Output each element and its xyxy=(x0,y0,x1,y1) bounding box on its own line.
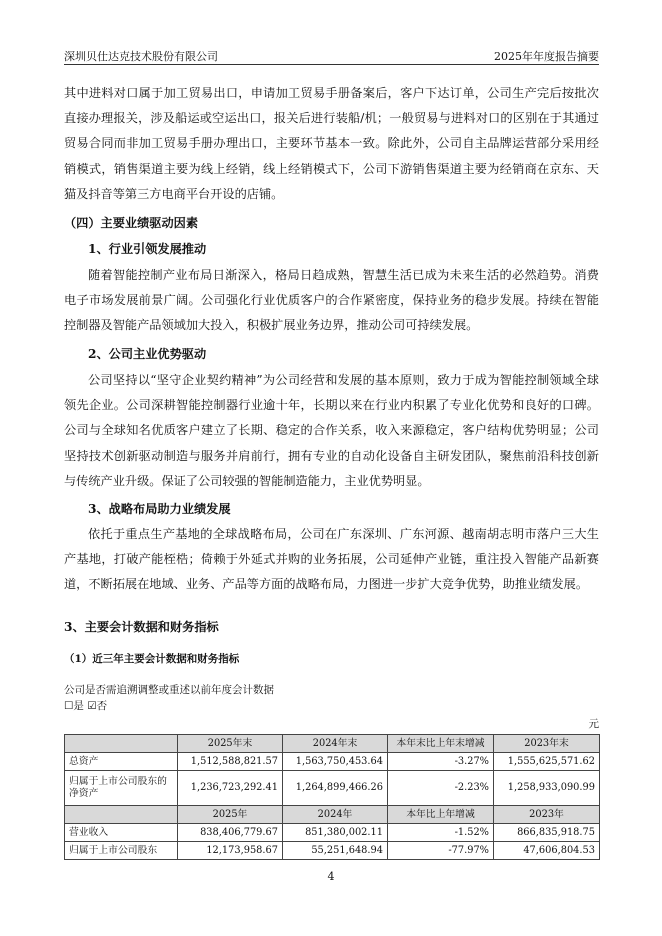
table-row xyxy=(65,824,600,842)
table-cell: 47,606,804.53 xyxy=(494,842,600,860)
row-label: 归属于上市公司股东的净资产 xyxy=(65,771,178,806)
row-label: 营业收入 xyxy=(65,824,178,842)
header-report-title: 2025年年度报告摘要 xyxy=(494,50,599,63)
section4-item1-heading: 1、行业引领发展推动 xyxy=(88,242,207,256)
table-header-cell: 本年比上年增减 xyxy=(388,806,494,824)
table-row xyxy=(65,771,600,806)
table-header-cell: 2023年末 xyxy=(494,735,600,753)
section4-item2-heading: 2、公司主业优势驱动 xyxy=(88,347,207,361)
intro-paragraph: 其中进料对口属于加工贸易出口，申请加工贸易手册备案后，客户下达订单，公司生产完后按批次直接办理报关，涉及船运或空运出口，报关后进行装船/机；一般贸易与进料对口的区别在于其通过贸易合同而非加工贸易手册办理出口，主要环节基本一致。除此外，公司自主品牌运营部分采用经销模式，销售渠道主要为线上经销，线上经销模式下，公司下游销售渠道主要为经销商在京东、天猫及抖音等第三方电商平台开设的店铺。 xyxy=(64,86,599,201)
table-cell: 1,236,723,292.41 xyxy=(178,771,283,806)
table-cell: 851,380,002.11 xyxy=(283,824,388,842)
table-cell: -1.52% xyxy=(388,824,494,842)
row-label: 归属于上市公司股东 xyxy=(65,842,178,860)
table-header-cell: 2025年末 xyxy=(178,735,283,753)
table-cell: 55,251,648.94 xyxy=(283,842,388,860)
section3-subtitle: （1）近三年主要会计数据和财务指标 xyxy=(64,653,240,665)
table-header-cell: 2024年 xyxy=(283,806,388,824)
table-header-cell xyxy=(65,806,178,824)
table-cell: 1,512,588,821.57 xyxy=(178,753,283,771)
section4-item3-text: 依托于重点生产基地的全球战略布局，公司在广东深圳、广东河源、越南胡志明市落户三大生产基地，打破产能桎梏；倚赖于外延式并购的业务拓展，公司延伸产业链，重注投入智能产品新赛道，不断拓展在地域、业务、产品等方面的战略布局，力图进一步扩大竞争优势，助推业绩发展。 xyxy=(64,527,599,592)
restatement-question: 公司是否需追溯调整或重述以前年度会计数据 xyxy=(64,684,274,696)
section3-title: 3、主要会计数据和财务指标 xyxy=(64,620,219,634)
table-cell: 12,173,958.67 xyxy=(178,842,283,860)
table-header-cell: 2023年 xyxy=(494,806,600,824)
section4-item3-heading: 3、战略布局助力业绩发展 xyxy=(88,502,231,516)
table-header-cell: 2024年末 xyxy=(283,735,388,753)
table-header-cell: 本年末比上年末增减 xyxy=(388,735,494,753)
table-cell: 1,555,625,571.62 xyxy=(494,753,600,771)
section4-item2-text: 公司坚持以“坚守企业契约精神”为公司经营和发展的基本原则，致力于成为智能控制领域全球领先企业。公司深耕智能控制器行业逾十年，长期以来在行业内积累了专业化优势和良好的口碑。公司与全球知名优质客户建立了长期、稳定的合作关系，收入来源稳定，客户结构优势明显；公司坚持技术创新驱动制造与服务并肩前行，拥有专业的自动化设备自主研发团队，聚焦前沿科技创新与传统产业升级。保证了公司较强的智能制造能力，主业优势明显。 xyxy=(64,373,599,488)
header-company: 深圳贝仕达克技术股份有限公司 xyxy=(64,50,218,63)
unit-label: 元 xyxy=(588,718,599,730)
row-label: 总资产 xyxy=(65,753,178,771)
table-header-row xyxy=(65,806,600,824)
table-cell: -3.27% xyxy=(388,753,494,771)
table-cell: 866,835,918.75 xyxy=(494,824,600,842)
table-header-cell xyxy=(65,735,178,753)
table-cell: 1,563,750,453.64 xyxy=(283,753,388,771)
table-header-cell: 2025年 xyxy=(178,806,283,824)
table-cell: 1,264,899,466.26 xyxy=(283,771,388,806)
table-cell: 1,258,933,090.99 xyxy=(494,771,600,806)
section4-item1-text: 随着智能控制产业布局日渐深入，格局日趋成熟，智慧生活已成为未来生活的必然趋势。消费电子市场发展前景广阔。公司强化行业优质客户的合作紧密度，保持业务的稳步发展。持续在智能控制器及智能产品领域加大投入，积极扩展业务边界，推动公司可持续发展。 xyxy=(64,268,599,333)
header-divider xyxy=(64,64,599,65)
table-cell: -2.23% xyxy=(388,771,494,806)
table-cell: 838,406,779.67 xyxy=(178,824,283,842)
table-row xyxy=(65,753,600,771)
table-header-row xyxy=(65,735,600,753)
table-cell: -77.97% xyxy=(388,842,494,860)
restatement-answer: ☐是 ☑否 xyxy=(64,700,108,712)
page-number: 4 xyxy=(327,870,335,883)
table-row xyxy=(65,842,600,860)
financial-data-table xyxy=(64,734,600,860)
section4-title: （四）主要业绩驱动因素 xyxy=(64,216,199,230)
